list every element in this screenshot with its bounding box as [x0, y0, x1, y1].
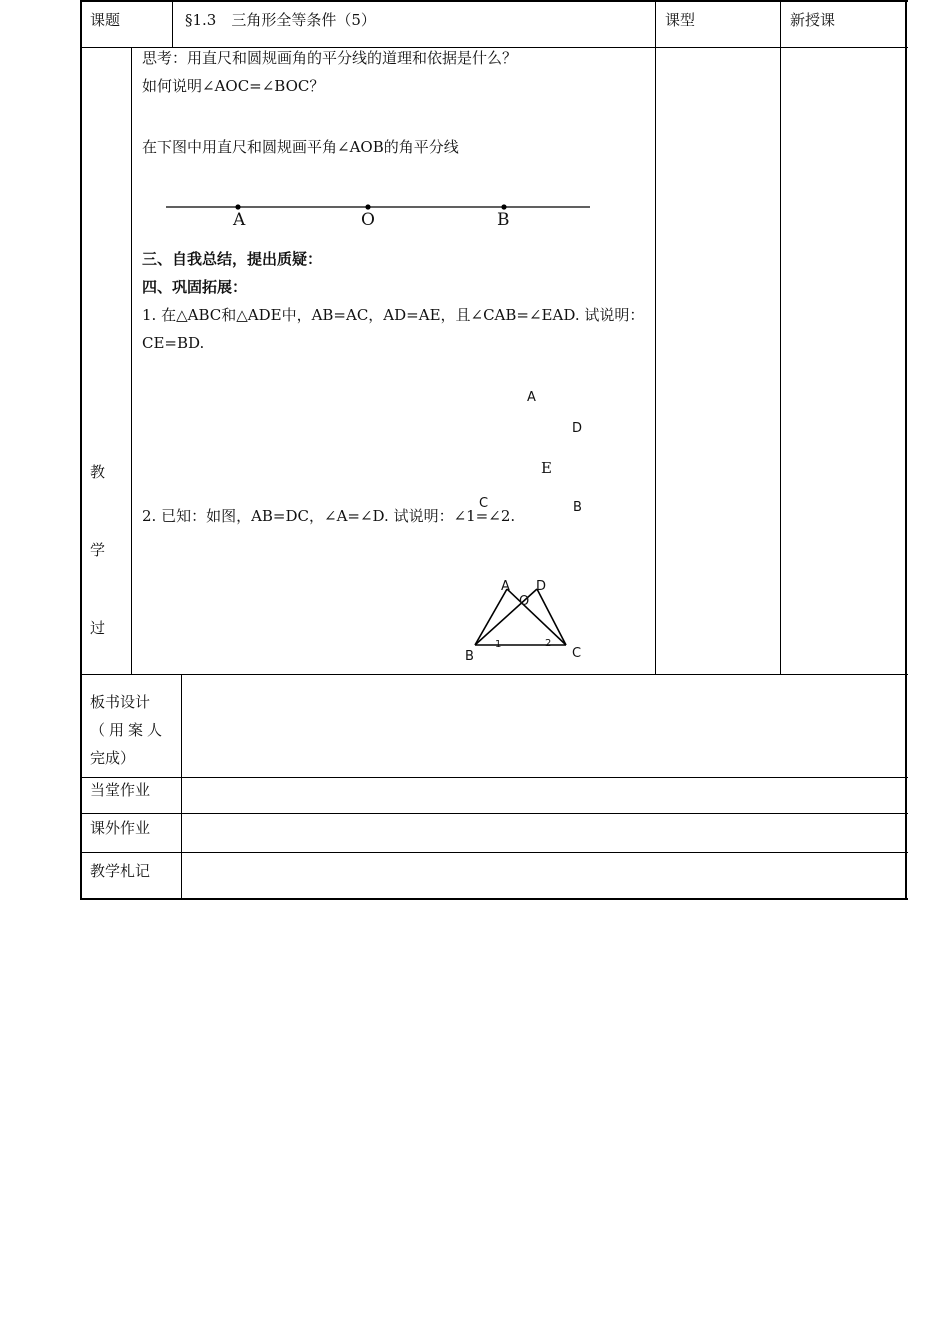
extra-homework-label: 课外作业 [90, 819, 151, 837]
section-4-heading: 四、巩固拓展： [142, 278, 248, 296]
line-label-a: A [233, 210, 246, 230]
section-3-heading: 三、自我总结，提出质疑： [142, 250, 323, 268]
board-design-line-2: （用案人 [90, 721, 167, 739]
think-question-2: 如何说明∠AOC=∠BOC？ [142, 77, 325, 95]
board-design-line-1: 板书设计 [90, 693, 151, 711]
fig2-label-2: 2 [545, 638, 552, 649]
fig1-label-a: A [527, 390, 536, 405]
fig2-label-c: C [572, 646, 582, 661]
fig2-label-o: O [519, 594, 530, 609]
fig2-label-1: 1 [495, 639, 502, 650]
fig1-label-e: E [541, 459, 552, 477]
label-type: 课型 [665, 11, 696, 29]
side-char-1: 教 [90, 463, 106, 481]
fig1-label-b: B [573, 500, 582, 515]
think-question-1: 思考：用直尺和圆规画角的平分线的道理和依据是什么？ [142, 49, 518, 67]
teaching-notes-label: 教学札记 [90, 862, 151, 880]
fig1-label-d: D [572, 421, 583, 436]
label-topic: 课题 [90, 11, 121, 29]
problem-2: 2. 已知：如图，AB=DC，∠A=∠D. 试说明：∠1=∠2. [142, 507, 516, 525]
fig1-label-c: C [479, 496, 489, 511]
side-char-3: 过 [90, 619, 106, 637]
fig2-label-a: A [501, 579, 510, 594]
type-value: 新授课 [790, 11, 836, 29]
fig2-label-d: D [536, 579, 547, 594]
problem-1-line-1: 1. 在△ABC和△ADE中，AB=AC，AD=AE，且∠CAB=∠EAD. 试说明： [142, 306, 645, 324]
draw-instruction: 在下图中用直尺和圆规画平角∠AOB的角平分线 [142, 138, 459, 156]
fig2-label-b: B [465, 649, 474, 664]
line-label-o: O [361, 210, 375, 230]
segment-dc [537, 589, 566, 645]
side-char-2: 学 [90, 541, 106, 559]
problem-1-line-2: CE=BD. [142, 334, 205, 352]
board-design-line-3: 完成） [90, 749, 136, 767]
segment-ba [475, 589, 507, 645]
topic-title: §1.3 三角形全等条件（5） [185, 11, 376, 29]
segment-ac [507, 589, 566, 645]
class-homework-label: 当堂作业 [90, 781, 151, 799]
line-label-b: B [497, 210, 510, 230]
